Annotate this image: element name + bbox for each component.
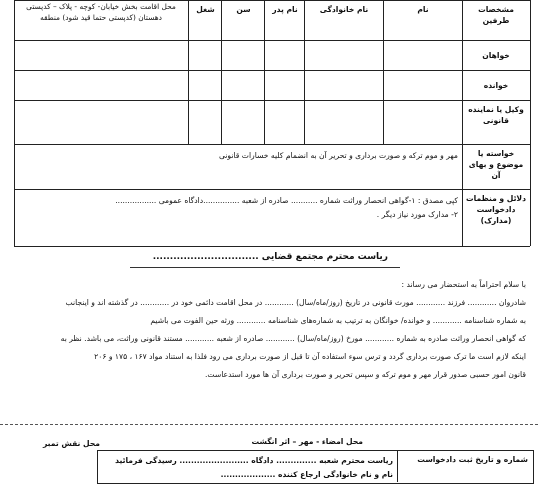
evidence-line-1: کپی مصدق : ۱-گواهی انحصار وراثت شماره ........... صادره از شعبه ...............دادگاه عمومی ................. xyxy=(115,196,458,205)
body-line-2: به شماره شناسنامه ............ و خوانده/ خوانگان به ترتیب به شماره‌های شناسنامه ............ ورثه حین الفوت می باشیم xyxy=(150,316,526,325)
evidence-line-2: ۲- مدارک مورد نیاز دیگر . xyxy=(376,210,458,219)
row-defendant: خوانده xyxy=(483,81,509,90)
footer-respected-head: ریاست محترم شعبه .............. دادگاه ........................ رسیدگی فرمائید xyxy=(115,456,393,465)
claim-label: خواسته یا موضوع و بهای آن xyxy=(468,149,524,180)
signature-separator xyxy=(0,424,538,425)
signature-label: محل امضاء - مهر – اثر انگشت xyxy=(251,437,363,446)
header-residence: محل اقامت بخش خیابان- کوچه - پلاک – کدپستی دهستان (کدپستی حتما قید شود) منطقه xyxy=(26,2,176,22)
body-greeting: با سلام احتراماً به استحضار می رساند : xyxy=(401,280,526,289)
row-plaintiff: خواهان xyxy=(482,51,510,60)
body-line-1: شادروان ............ فرزند ............ مورث قانونی در تاریخ (روز/ماه/سال) ............ در محل اقامت دائمی خود در ............ در گذشته اند و اینجانب xyxy=(65,298,526,307)
footer-registration: شماره و تاریخ ثبت دادخواست xyxy=(417,455,528,464)
row-lawyer: وکیل یا نماینده قانونی xyxy=(468,105,524,126)
footer-divider xyxy=(397,450,398,482)
header-family-name: نام خانوادگی xyxy=(319,5,369,14)
footer-recipient: نام و نام خانوادگی ارجاع کننده ................... xyxy=(220,470,393,479)
header-age: سن xyxy=(236,5,251,14)
evidence-label: دلائل و منظمات دادخواست (مدارک) xyxy=(466,194,526,225)
header-first-name: نام xyxy=(417,5,429,14)
header-parties: مشخصات طرفین xyxy=(478,5,514,26)
address-title: ریاست محترم مجتمع قضایی ............................... xyxy=(152,252,388,262)
body-line-5: قانون امور حسبی صدور قرار مهر و موم ترکه و سپس تحریر و صورت برداری آن ها مورد استدعاست. xyxy=(205,370,526,379)
body-line-4: اینکه لازم است ما ترک صورت برداری گردد و ترس سوء استفاده آن تا قبل از صورت برداری می رود فلذا به استناد مواد ۱۶۷ ، ۱۷۵ و ۲۰۶ xyxy=(94,352,526,361)
address-separator xyxy=(130,267,400,268)
header-job: شغل xyxy=(196,5,215,14)
seal-place: محل نقش تمبر xyxy=(42,439,100,448)
body-line-3: که گواهی انحصار وراثت صادره به شماره ............ مورخ (روز/ماه/سال) ............ صادره از شعبه ............ مستند قانونی وراثت، می باشد. نظر به xyxy=(60,334,526,343)
header-father-name: نام پدر xyxy=(272,5,298,14)
claim-text: مهر و موم ترکه و صورت برداری و تحریر آن به انضمام کلیه خسارات قانونی xyxy=(218,151,458,160)
